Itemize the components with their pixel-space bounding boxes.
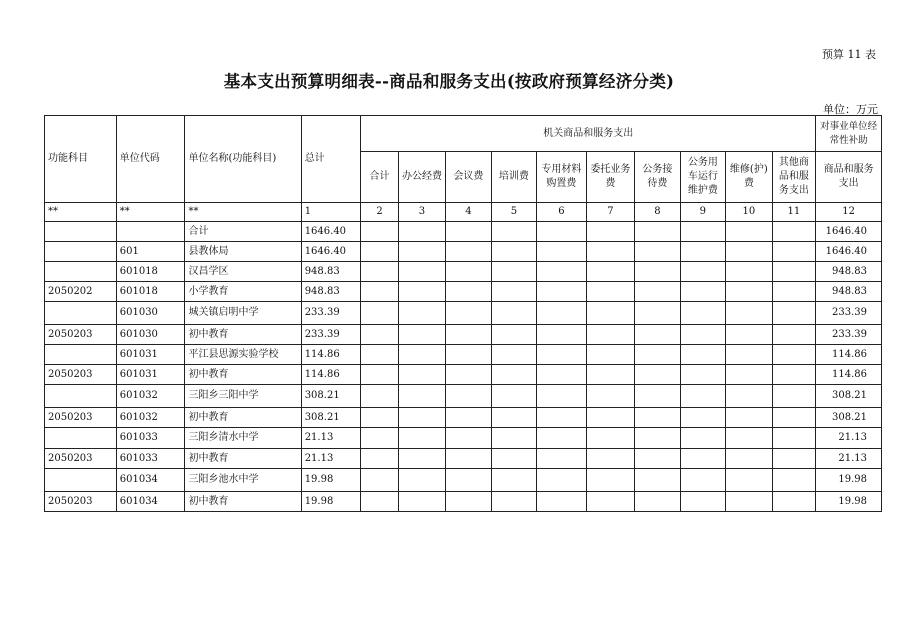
empty-cell (361, 325, 398, 345)
empty-cell (446, 325, 491, 345)
empty-cell (398, 345, 446, 365)
empty-cell (361, 492, 398, 512)
unit-code-cell: 601032 (116, 385, 185, 408)
table-row (45, 428, 882, 449)
unit-code-cell: 601032 (116, 408, 185, 428)
empty-cell (361, 469, 398, 492)
func-code-cell: 2050202 (45, 282, 117, 302)
subsidy-cell: 21.13 (816, 428, 882, 449)
code-cell: 2 (361, 203, 398, 222)
empty-cell (586, 222, 635, 242)
header-col: 公务用车运行维护费 (680, 152, 725, 203)
func-code-cell (45, 222, 117, 242)
empty-cell (680, 325, 725, 345)
code-cell: 7 (586, 203, 635, 222)
empty-cell (635, 302, 680, 325)
empty-cell (635, 365, 680, 385)
empty-cell (772, 492, 816, 512)
unit-code-cell: 601018 (116, 282, 185, 302)
empty-cell (398, 365, 446, 385)
empty-cell (398, 242, 446, 262)
empty-cell (537, 449, 587, 469)
total-cell: 19.98 (301, 469, 361, 492)
empty-cell (772, 282, 816, 302)
empty-cell (537, 492, 587, 512)
table-row (45, 302, 882, 325)
header-col: 培训费 (491, 152, 536, 203)
empty-cell (446, 222, 491, 242)
total-cell: 233.39 (301, 302, 361, 325)
empty-cell (726, 242, 772, 262)
empty-cell (586, 365, 635, 385)
empty-cell (398, 449, 446, 469)
total-cell: 1646.40 (301, 222, 361, 242)
unit-code-cell: 601030 (116, 325, 185, 345)
unit-code-cell: 601034 (116, 492, 185, 512)
code-cell: 5 (491, 203, 536, 222)
total-cell: 19.98 (301, 492, 361, 512)
empty-cell (361, 408, 398, 428)
unit-code-cell (116, 222, 185, 242)
empty-cell (446, 408, 491, 428)
empty-cell (680, 469, 725, 492)
empty-cell (586, 345, 635, 365)
empty-cell (680, 449, 725, 469)
empty-cell (680, 222, 725, 242)
subsidy-cell: 114.86 (816, 365, 882, 385)
subsidy-cell: 19.98 (816, 492, 882, 512)
empty-cell (772, 428, 816, 449)
empty-cell (635, 408, 680, 428)
budget-table (44, 115, 882, 512)
func-code-cell: 2050203 (45, 449, 117, 469)
empty-cell (537, 325, 587, 345)
subsidy-cell: 308.21 (816, 408, 882, 428)
empty-cell (680, 428, 725, 449)
empty-cell (680, 492, 725, 512)
header-col: 维修(护)费 (726, 152, 772, 203)
table-row (45, 492, 882, 512)
empty-cell (446, 385, 491, 408)
empty-cell (537, 408, 587, 428)
empty-cell (680, 282, 725, 302)
empty-cell (772, 365, 816, 385)
empty-cell (398, 469, 446, 492)
unit-code-cell: 601033 (116, 428, 185, 449)
empty-cell (361, 222, 398, 242)
empty-cell (361, 302, 398, 325)
code-cell: 10 (726, 203, 772, 222)
unit-code-cell: 601031 (116, 345, 185, 365)
empty-cell (635, 325, 680, 345)
empty-cell (398, 325, 446, 345)
empty-cell (398, 492, 446, 512)
unit-name-cell: 小学教育 (185, 282, 301, 302)
code-cell: 1 (301, 203, 361, 222)
unit-code-cell: 601033 (116, 449, 185, 469)
empty-cell (398, 385, 446, 408)
total-cell: 308.21 (301, 385, 361, 408)
total-cell: 1646.40 (301, 242, 361, 262)
empty-cell (586, 408, 635, 428)
empty-cell (635, 428, 680, 449)
header-col: 委托业务费 (586, 152, 635, 203)
code-cell: 11 (772, 203, 816, 222)
total-cell: 21.13 (301, 428, 361, 449)
header-col: 其他商品和服务支出 (772, 152, 816, 203)
empty-cell (491, 242, 536, 262)
empty-cell (537, 302, 587, 325)
empty-cell (586, 262, 635, 282)
total-cell: 21.13 (301, 449, 361, 469)
func-code-cell (45, 428, 117, 449)
empty-cell (446, 469, 491, 492)
subsidy-cell: 308.21 (816, 385, 882, 408)
empty-cell (726, 469, 772, 492)
empty-cell (680, 242, 725, 262)
subsidy-cell: 948.83 (816, 282, 882, 302)
empty-cell (398, 282, 446, 302)
empty-cell (398, 262, 446, 282)
empty-cell (772, 325, 816, 345)
empty-cell (361, 242, 398, 262)
code-cell: 9 (680, 203, 725, 222)
empty-cell (446, 345, 491, 365)
empty-cell (446, 282, 491, 302)
unit-name-cell: 县教体局 (185, 242, 301, 262)
header-group-subsidy: 对事业单位经常性补助 (816, 116, 882, 152)
empty-cell (635, 449, 680, 469)
header-col: 专用材料购置费 (537, 152, 587, 203)
empty-cell (772, 242, 816, 262)
empty-cell (726, 302, 772, 325)
empty-cell (586, 282, 635, 302)
empty-cell (491, 469, 536, 492)
unit-code-cell: 601 (116, 242, 185, 262)
subsidy-cell: 948.83 (816, 262, 882, 282)
unit-name-cell: 三阳乡池水中学 (185, 469, 301, 492)
empty-cell (772, 262, 816, 282)
empty-cell (635, 469, 680, 492)
header-total: 总计 (301, 116, 361, 203)
empty-cell (586, 428, 635, 449)
empty-cell (491, 408, 536, 428)
empty-cell (726, 325, 772, 345)
code-cell: ** (185, 203, 301, 222)
func-code-cell: 2050203 (45, 365, 117, 385)
empty-cell (680, 302, 725, 325)
code-cell: 3 (398, 203, 446, 222)
empty-cell (398, 302, 446, 325)
empty-cell (772, 449, 816, 469)
empty-cell (726, 345, 772, 365)
empty-cell (491, 428, 536, 449)
unit-label: 单位：万元 (823, 103, 878, 116)
empty-cell (491, 492, 536, 512)
empty-cell (446, 262, 491, 282)
empty-cell (361, 345, 398, 365)
empty-cell (635, 282, 680, 302)
empty-cell (491, 222, 536, 242)
func-code-cell (45, 385, 117, 408)
subsidy-cell: 114.86 (816, 345, 882, 365)
empty-cell (398, 428, 446, 449)
unit-name-cell: 初中教育 (185, 449, 301, 469)
code-cell: ** (45, 203, 117, 222)
empty-cell (491, 449, 536, 469)
empty-cell (491, 365, 536, 385)
page-title: 基本支出预算明细表--商品和服务支出(按政府预算经济分类) (223, 72, 675, 91)
empty-cell (491, 385, 536, 408)
empty-cell (491, 345, 536, 365)
empty-cell (537, 469, 587, 492)
table-row (45, 385, 882, 408)
code-cell: 6 (537, 203, 587, 222)
table-row (45, 282, 882, 302)
empty-cell (537, 222, 587, 242)
empty-cell (680, 262, 725, 282)
total-cell: 114.86 (301, 365, 361, 385)
subsidy-cell: 21.13 (816, 449, 882, 469)
code-cell: 4 (446, 203, 491, 222)
empty-cell (361, 385, 398, 408)
func-code-cell: 2050203 (45, 408, 117, 428)
unit-name-cell: 三阳乡清水中学 (185, 428, 301, 449)
empty-cell (726, 408, 772, 428)
total-cell: 948.83 (301, 282, 361, 302)
header-func-code: 功能科目 (45, 116, 117, 203)
empty-cell (361, 428, 398, 449)
empty-cell (537, 242, 587, 262)
table-row (45, 242, 882, 262)
empty-cell (537, 262, 587, 282)
unit-name-cell: 城关镇启明中学 (185, 302, 301, 325)
header-col: 合计 (361, 152, 398, 203)
table-row (45, 408, 882, 428)
func-code-cell: 2050203 (45, 492, 117, 512)
empty-cell (726, 492, 772, 512)
empty-cell (726, 365, 772, 385)
total-cell: 233.39 (301, 325, 361, 345)
empty-cell (726, 222, 772, 242)
empty-cell (772, 408, 816, 428)
unit-name-cell: 初中教育 (185, 492, 301, 512)
empty-cell (537, 428, 587, 449)
header-subsidy-col: 商品和服务支出 (816, 152, 882, 203)
empty-cell (537, 365, 587, 385)
code-cell: 12 (816, 203, 882, 222)
empty-cell (680, 385, 725, 408)
empty-cell (680, 345, 725, 365)
table-row (45, 449, 882, 469)
func-code-cell (45, 302, 117, 325)
func-code-cell (45, 345, 117, 365)
empty-cell (446, 428, 491, 449)
subsidy-cell: 19.98 (816, 469, 882, 492)
empty-cell (491, 325, 536, 345)
empty-cell (635, 345, 680, 365)
empty-cell (772, 345, 816, 365)
empty-cell (398, 222, 446, 242)
unit-name-cell: 三阳乡三阳中学 (185, 385, 301, 408)
header-col: 公务接待费 (635, 152, 680, 203)
subsidy-cell: 233.39 (816, 325, 882, 345)
empty-cell (586, 302, 635, 325)
empty-cell (635, 262, 680, 282)
header-col: 会议费 (446, 152, 491, 203)
empty-cell (446, 302, 491, 325)
total-cell: 114.86 (301, 345, 361, 365)
unit-code-cell: 601030 (116, 302, 185, 325)
total-cell: 308.21 (301, 408, 361, 428)
empty-cell (726, 428, 772, 449)
code-cell: ** (116, 203, 185, 222)
unit-name-cell: 初中教育 (185, 325, 301, 345)
unit-code-cell: 601034 (116, 469, 185, 492)
table-row (45, 325, 882, 345)
func-code-cell (45, 262, 117, 282)
unit-code-cell: 601031 (116, 365, 185, 385)
empty-cell (586, 449, 635, 469)
empty-cell (680, 408, 725, 428)
unit-name-cell: 合计 (185, 222, 301, 242)
header-unit-code: 单位代码 (116, 116, 185, 203)
header-group-org: 机关商品和服务支出 (361, 116, 816, 152)
empty-cell (726, 449, 772, 469)
subsidy-cell: 1646.40 (816, 222, 882, 242)
unit-code-cell: 601018 (116, 262, 185, 282)
empty-cell (537, 282, 587, 302)
empty-cell (586, 492, 635, 512)
empty-cell (361, 262, 398, 282)
column-number-row (45, 203, 882, 222)
empty-cell (635, 222, 680, 242)
empty-cell (680, 365, 725, 385)
empty-cell (726, 262, 772, 282)
empty-cell (772, 469, 816, 492)
empty-cell (446, 365, 491, 385)
empty-cell (361, 365, 398, 385)
empty-cell (491, 262, 536, 282)
empty-cell (726, 385, 772, 408)
subsidy-cell: 233.39 (816, 302, 882, 325)
empty-cell (446, 492, 491, 512)
empty-cell (772, 222, 816, 242)
func-code-cell (45, 469, 117, 492)
func-code-cell: 2050203 (45, 325, 117, 345)
empty-cell (772, 302, 816, 325)
empty-cell (635, 492, 680, 512)
table-row (45, 345, 882, 365)
empty-cell (772, 385, 816, 408)
func-code-cell (45, 242, 117, 262)
table-row (45, 222, 882, 242)
empty-cell (635, 385, 680, 408)
empty-cell (586, 469, 635, 492)
unit-name-cell: 初中教育 (185, 365, 301, 385)
empty-cell (361, 282, 398, 302)
empty-cell (726, 282, 772, 302)
subsidy-cell: 1646.40 (816, 242, 882, 262)
empty-cell (537, 345, 587, 365)
empty-cell (635, 242, 680, 262)
total-cell: 948.83 (301, 262, 361, 282)
empty-cell (361, 449, 398, 469)
empty-cell (537, 385, 587, 408)
table-row (45, 469, 882, 492)
empty-cell (586, 325, 635, 345)
code-cell: 8 (635, 203, 680, 222)
empty-cell (491, 282, 536, 302)
table-row (45, 365, 882, 385)
empty-cell (446, 449, 491, 469)
table-number: 预算 11 表 (822, 48, 876, 61)
empty-cell (446, 242, 491, 262)
unit-name-cell: 初中教育 (185, 408, 301, 428)
header-col: 办公经费 (398, 152, 446, 203)
empty-cell (398, 408, 446, 428)
empty-cell (586, 385, 635, 408)
unit-name-cell: 平江县思源实验学校 (185, 345, 301, 365)
unit-name-cell: 汉昌学区 (185, 262, 301, 282)
empty-cell (586, 242, 635, 262)
header-unit-name: 单位名称(功能科目) (185, 116, 301, 203)
table-row (45, 262, 882, 282)
empty-cell (491, 302, 536, 325)
